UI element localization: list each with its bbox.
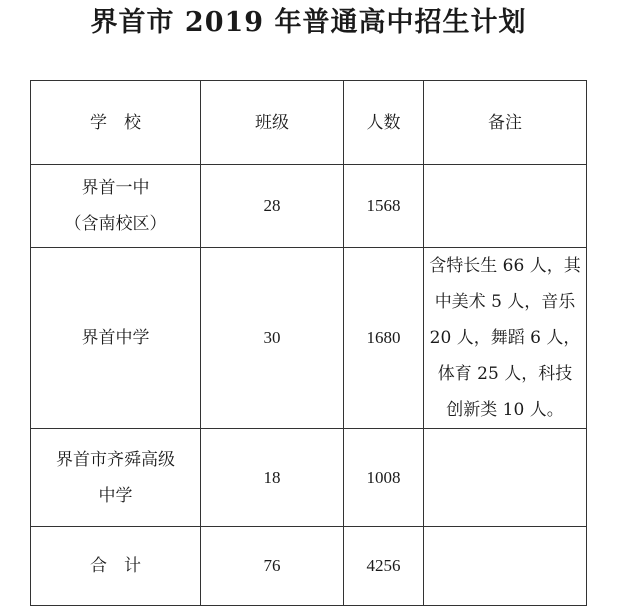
table-header-row — [31, 81, 587, 165]
school-name-line: 界首市齐舜高级 — [56, 449, 175, 470]
school-name-line: 界首一中 — [81, 178, 150, 198]
remarks-cell — [424, 248, 587, 429]
remark-line: 含特长生 66 人，其 — [429, 256, 581, 276]
school-cell — [31, 165, 201, 248]
school-cell — [31, 429, 201, 527]
document-title: 界首市 2019 年普通高中招生计划 — [90, 7, 527, 38]
classes-cell: 18 — [201, 429, 344, 527]
remarks-cell — [424, 165, 587, 248]
total-row — [31, 527, 587, 606]
header-classes: 班级 — [201, 81, 344, 165]
remark-line: 创新类 10 人。 — [446, 400, 564, 420]
total-students-cell: 4256 — [344, 527, 424, 606]
header-students: 人数 — [344, 81, 424, 165]
school-cell — [31, 248, 201, 429]
table-row — [31, 429, 587, 527]
classes-cell: 30 — [201, 248, 344, 429]
remark-line: 中美术 5 人，音乐 — [434, 292, 576, 312]
table-row — [31, 165, 587, 248]
students-cell: 1680 — [344, 248, 424, 429]
header-school: 学 校 — [31, 81, 201, 165]
students-cell: 1568 — [344, 165, 424, 248]
header-remarks: 备注 — [424, 81, 587, 165]
enrollment-plan-table — [30, 80, 587, 606]
total-label-cell: 合 计 — [31, 527, 201, 606]
classes-cell: 28 — [201, 165, 344, 248]
students-cell: 1008 — [344, 429, 424, 527]
remark-line: 20 人，舞蹈 6 人， — [429, 328, 581, 348]
school-name-line: 中学 — [98, 485, 133, 506]
school-name-line: 界首中学 — [81, 328, 150, 348]
school-name-line: （含南校区） — [64, 214, 167, 234]
total-remarks-cell — [424, 527, 587, 606]
table-row — [31, 248, 587, 429]
remarks-cell — [424, 429, 587, 527]
total-classes-cell: 76 — [201, 527, 344, 606]
remark-line: 体育 25 人，科技 — [437, 364, 573, 384]
